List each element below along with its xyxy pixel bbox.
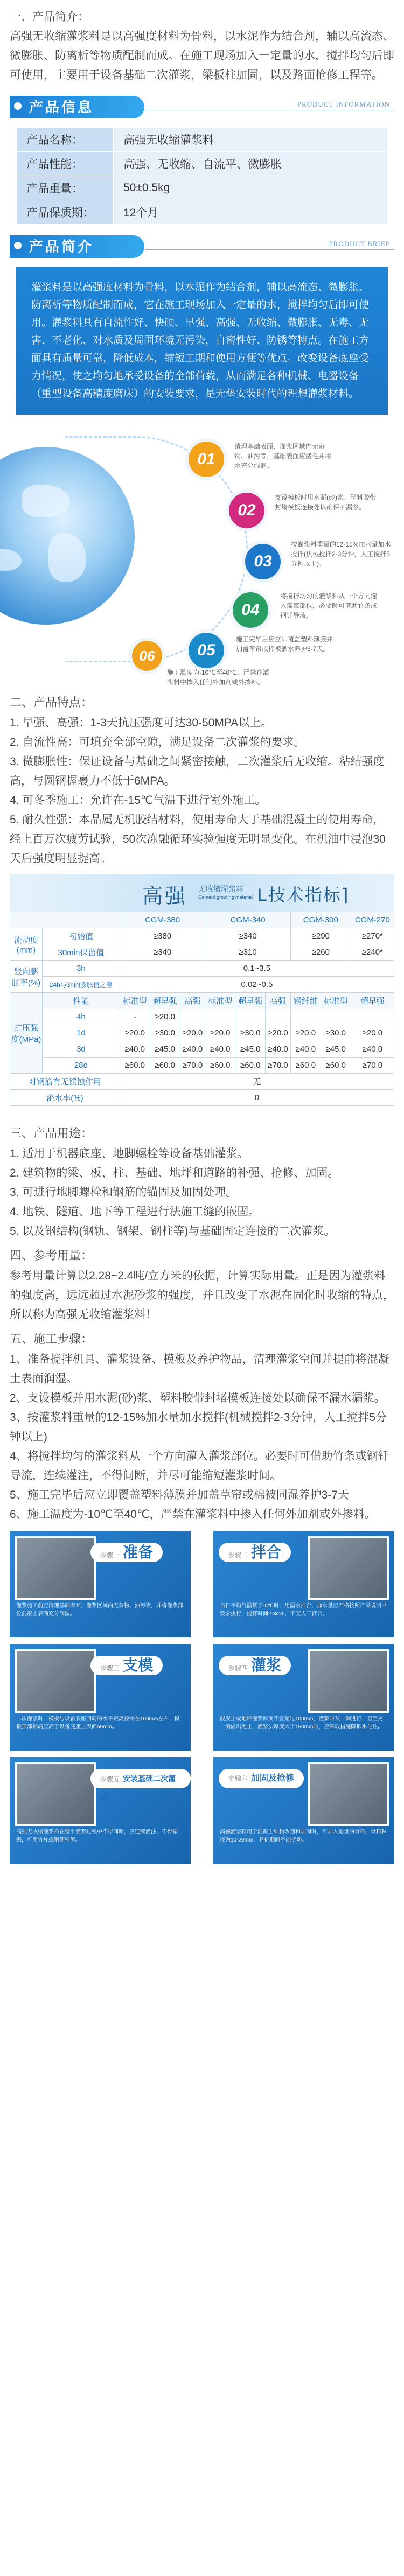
step-item: 4、将搅拌均匀的灌浆料从一个方向灌入灌浆部位。必要时可借助竹条或钢钎导流，连续灌注，不得间断，并尽可能缩短灌浆时间。 [10,1450,389,1482]
process-node-3: 03 [245,544,281,579]
use-item: 5. 以及钢结构(钢轨、钢架、钢柱等)与基础固定连接的二次灌浆。 [10,1225,336,1237]
feature-item: 3. 微膨胀性：保证设备与基础之间紧密接触，二次灌浆后无收缩。粘结强度高，与圆钢握裹力不低于6MPA。 [10,755,385,787]
intro-heading: 一、产品简介： [10,11,89,23]
info-banner-title: 产品信息 [10,96,144,118]
tech-row: 30min保留值 ≥340 ≥310 ≥260 ≥240* [10,944,394,961]
process-node-1: 01 [189,442,224,477]
info-banner [0,92,394,123]
step-card-5: 步骤五 安装基础二次灌浆 高强无收缩灌浆料在整个灌浆过程中不得间断，应连续灌注，不得振捣，可用竹片或钢筋引流。 [10,1757,191,1864]
process-node-5: 05 [189,633,224,668]
feature-item: 4. 可冬季施工：允许在-15℃气温下进行室外施工。 [10,794,267,807]
process-node-6-text: 施工温度为-10℃至40℃，严禁在灌浆料中掺入任何外加剂或外掺料。 [167,669,269,686]
use-item: 1. 适用于机器底座、地脚螺栓等设备基础灌浆。 [10,1147,249,1160]
step-item: 5、施工完毕后应立即覆盖塑料薄膜并加盖草帘或棉被同湿养护3-7天 [10,1489,350,1501]
brief-banner-title: 产品简介 [10,235,144,258]
ref-text: 参考用量计算以2.28~2.4吨/立方米的依据，计算实际用量。正是因为灌浆料的强度高，远远超过水泥砂浆的强度，并且改变了水泥在固化时收缩的特点，所以称为高强无收缩灌浆料！ [10,1270,394,1321]
process-node-3-text: 按灌浆料重量的12-15%加水量加水搅拌(机械搅拌2-3分钟，人工搅拌5分钟以上)。 [291,541,391,568]
process-node-2-text: 支设模板时用水泥(砂)浆、塑料胶带封堵模板连接处以确保不漏浆。 [275,494,376,511]
step-item: 6、施工温度为-10℃至40℃，严禁在灌浆料中掺入任何外加剂或外掺料。 [10,1508,376,1521]
feature-item: 1. 早强、高强：1-3天抗压强度可达30-50MPA以上。 [10,717,273,729]
process-node-6: 06 [132,641,162,671]
feature-item: 2. 自流性高：可填充全部空隙，满足设备二次灌浆的要求。 [10,736,305,748]
tech-row: 1d ≥20.0 ≥30.0 ≥20.0 ≥20.0 ≥30.0 ≥20.0 ≥20.0 ≥30.0 ≥20.0 [10,1025,394,1041]
tech-row: 竖向膨胀率(%) 3h 0.1~3.5 [10,961,394,977]
spec-section [10,874,394,1106]
step-item: 1、准备搅拌机具、灌浆设备、模板及养护物品，清理灌浆空间并提前将混凝土表面润湿。 [10,1353,389,1385]
brief-text: 灌浆料是以高强度材料为骨料，以水泥作为结合剂，辅以高流态、微膨胀、防离析等物质配制而成，它在施工现场加入一定量的水，搅拌均匀后即可使用。灌浆料具有自流性好、快硬、早强、高强、无收缩、微膨胀、无毒、无害、不老化、对水质及周围环境无污染，自密性好、防锈等特点。在施工方面具有质量可靠，降低成本，缩短工期和使用方便等优点。改变设备底座受力情况，使之均匀地承受设备的全部荷载，从而满足各种机械、电器设备（重型设备高精度磨床）的安装要求，是无垫安装时代的理想灌浆材料。 [16,267,388,415]
step-card-4: 步骤四 灌浆 混凝土或地坪灌浆厚度不宜超过100mm，灌浆时从一侧进行，直至另一侧溢出为止，灌浆层厚度大于150mm时，应采取措施降低水化热。 [213,1644,394,1751]
spec-title: L技术指标⌉ [257,885,350,905]
tech-row: 流动度(mm) 初始值 ≥380 ≥340 ≥290 ≥270* [10,928,394,944]
brief-banner [0,231,394,262]
process-node-4-text: 将搅拌均匀的灌浆料从一个方向灌入灌浆部位，必要时可借助竹条或钢钎导流。 [280,592,378,619]
step-card-2: 步骤二 拌合 当日平均气温低于-5℃时，用温水拌合，加水量应严格按照产品说明书要求执行，搅拌时间2-3min，不宜人工拌合。 [213,1531,394,1637]
info-row: 产品重量： 50±0.5kg [17,176,388,200]
step-cards [10,1531,394,1865]
info-row: 产品保质期： 12个月 [17,200,388,225]
process-node-4: 04 [233,592,268,628]
info-banner-en: PRODUCT INFORMATION [297,100,390,108]
tech-row: 3d ≥40.0 ≥45.0 ≥40.0 ≥40.0 ≥45.0 ≥40.0 ≥40.0 ≥45.0 ≥40.0 [10,1041,394,1058]
process-graphic [0,420,404,686]
tech-row: 24h与3h的膨胀值之差 0.02~0.5 [10,977,394,993]
step-card-6: 步骤六 加固及抢修 高强灌浆料用于混凝土结构改造和加固时，可加入适量的骨料，骨料粒径为10-20mm，养护期间不能扰动。 [213,1757,394,1864]
tech-table [10,912,394,1106]
step-card-1: 步骤一 准备 灌浆施工前应清理基础表面，灌浆区域内无杂物、油污等，并将灌浆部位混凝土表面充分润湿。 [10,1531,191,1637]
spec-subtitle: 无收缩灌浆料 [198,885,243,893]
spec-big-title: 高强 [142,885,188,908]
tech-row: 4h - ≥20.0 [10,1009,394,1025]
info-table [16,127,388,225]
spec-header [10,874,394,912]
spec-subtitle-en: Cement grouting material [198,894,253,900]
process-node-1-text: 清理基础表面，灌浆区域内无杂物、油污等，基础表面应凿毛并用水充分湿润。 [234,443,332,470]
uses-heading: 三、产品用途： [10,1126,93,1140]
brief-banner-en: PRODUCT BRIEF [329,240,390,248]
steps-heading: 五、施工步骤： [10,1332,93,1346]
process-node-5-text: 施工完毕后应立即覆盖塑料薄膜并加盖草帘或棉被洒水养护3-7天。 [236,635,333,653]
info-row: 产品性能： 高强、无收缩、自流平、微膨胀 [17,152,388,176]
tech-row: 对钢筋有无锈蚀作用 无 [10,1074,394,1090]
step-item: 3、按灌浆料重量的12-15%加水量加水搅拌(机械搅拌2-3分钟，人工搅拌5分钟以上) [10,1411,387,1443]
process-node-2: 02 [229,493,264,528]
tech-row: 28d ≥60.0 ≥60.0 ≥70.0 ≥60.0 ≥60.0 ≥70.0 ≥60.0 ≥60.0 ≥70.0 [10,1058,394,1074]
step-item: 2、支设模板并用水泥(砂)浆、塑料胶带封堵模板连接处以确保不漏水漏浆。 [10,1392,386,1404]
info-row: 产品名称： 高强无收缩灌浆料 [17,128,388,152]
use-item: 3. 可进行地脚螺栓和钢筋的锚固及加固处理。 [10,1186,238,1199]
tech-row: 泌水率(%) 0 [10,1090,394,1106]
tech-row: CGM-380 CGM-340 CGM-300 CGM-270 [10,912,394,928]
feature-item: 5. 耐久性强：本品属无机胶结材料，使用寿命大于基础混凝土的使用寿命，经上百万次疲劳试验，50次冻融循环实验强度无明显变化。在机油中浸泡30天后强度明显提高。 [10,814,386,865]
use-item: 2. 建筑物的梁、板、柱、基础、地坪和道路的补强、抢修、加固。 [10,1167,339,1179]
step-card-3: 步骤三 支模 二次灌浆时，模板与设备底座四周的水平距离控制在100mm左右，模板顶部标高应高于设备底座上表面50mm。 [10,1644,191,1751]
tech-row: 抗压强度(MPa) 性能 标准型 超早强 高强 标准型 超早强 高强 钢纤维 标准型 超早强 [10,993,394,1009]
features-heading: 二、产品特点： [10,696,93,709]
intro-text: 高强无收缩灌浆料是以高强度材料为骨料，以水泥作为结合剂，辅以高流态、微膨胀、防离析等物质配制而成。在施工现场加入一定量的水，搅拌均匀后即可使用，主要用于设备基础二次灌浆，梁板柱加固，以及路面抢修工程等。 [10,30,394,81]
ref-heading: 四、参考用量： [10,1249,93,1262]
use-item: 4. 地铁、隧道、地下等工程进行法施工缝的嵌固。 [10,1206,260,1218]
